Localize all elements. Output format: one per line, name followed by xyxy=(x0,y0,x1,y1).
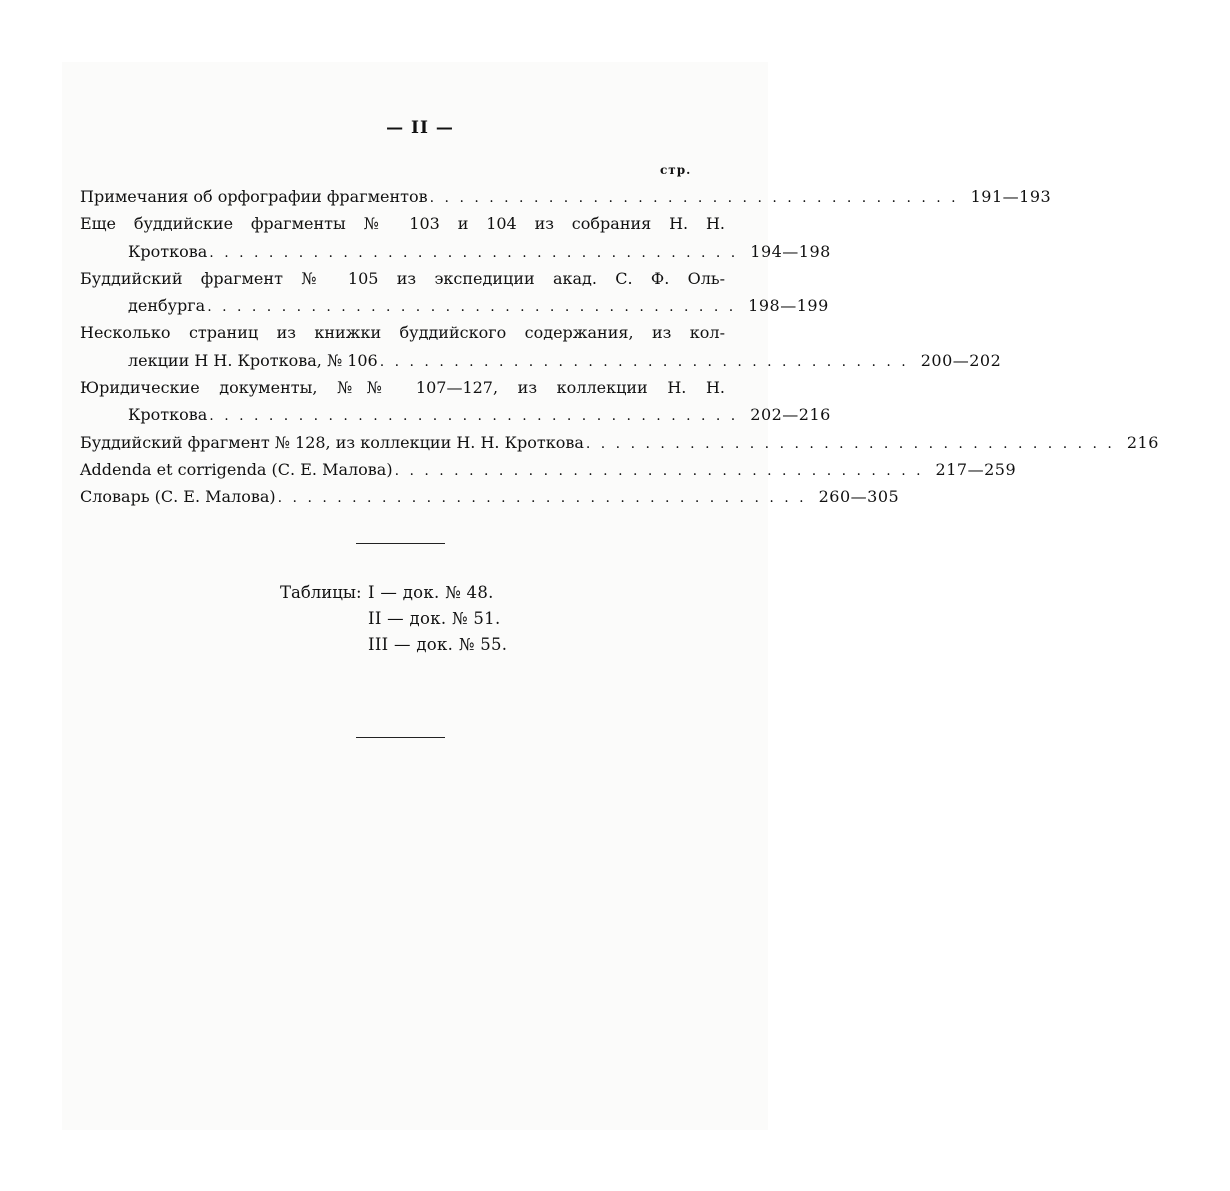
dot-leader: . . . . . . . . . . . . . . . . . . . . . . . . . . . . . . . . . . . . xyxy=(207,299,737,316)
toc-entry-title: Буддийский фрагмент № 128, из коллекции Н. Н. Кроткова xyxy=(80,429,586,456)
toc-entry-pages: 194—198 xyxy=(750,241,831,261)
toc-entry-title-line: Юридические документы, №№ 107—127, из коллекции Н. Н. xyxy=(80,378,725,398)
toc-entry-pages: 260—305 xyxy=(818,487,900,507)
toc-entry xyxy=(80,374,831,429)
toc-entry-title: Addenda et corrigenda (С. Е. Малова) xyxy=(80,456,395,483)
plate-row xyxy=(280,580,580,606)
page-header: — II — xyxy=(386,118,454,138)
toc-entry xyxy=(80,483,900,510)
toc-entry xyxy=(80,456,1017,483)
toc-entry-title: Примечания об орфографии фрагментов xyxy=(80,183,430,210)
pages-column-label: стр. xyxy=(660,163,692,177)
toc-entry-title-line: Несколько страниц из книжки буддийского содержания, из кол- xyxy=(80,323,725,343)
dot-leader: . . . . . . . . . . . . . . . . . . . . . . . . . . . . . . . . . . . . xyxy=(277,490,807,507)
end-divider xyxy=(356,737,445,738)
toc-entry-title: Кроткова xyxy=(128,238,209,265)
plate-row xyxy=(280,606,580,632)
plates-list xyxy=(280,580,580,658)
section-divider xyxy=(356,543,445,544)
plate-row xyxy=(280,632,580,658)
toc-entry-pages: 202—216 xyxy=(750,405,831,425)
table-of-contents xyxy=(80,183,1159,511)
plate-item: II — док. № 51. xyxy=(368,609,501,628)
toc-entry-pages: 217—259 xyxy=(935,459,1017,479)
toc-entry-pages: 191—193 xyxy=(970,187,1052,206)
dot-leader: . . . . . . . . . . . . . . . . . . . . . . . . . . . . . . . . . . . . xyxy=(209,244,739,261)
toc-entry-pages: 198—199 xyxy=(748,296,829,316)
toc-entry-pages: 216 xyxy=(1126,432,1159,452)
toc-entry-title: Кроткова xyxy=(128,401,209,428)
toc-entry xyxy=(80,429,1159,456)
toc-entry-title: Словарь (С. Е. Малова) xyxy=(80,483,278,510)
toc-entry-title-line: Буддийский фрагмент № 105 из экспедиции акад. С. Ф. Оль- xyxy=(80,268,725,288)
dot-leader: . . . . . . . . . . . . . . . . . . . . . . . . . . . . . . . . . . . . xyxy=(585,435,1115,452)
dot-leader: . . . . . . . . . . . . . . . . . . . . . . . . . . . . . . . . . . . . xyxy=(379,353,909,370)
toc-entry-title: денбурга xyxy=(128,292,207,319)
plates-label: Таблицы: xyxy=(280,583,362,602)
dot-leader: . . . . . . . . . . . . . . . . . . . . . . . . . . . . . . . . . . . . xyxy=(394,462,924,479)
toc-entry xyxy=(80,183,1052,210)
toc-entry xyxy=(80,319,1002,374)
toc-entry xyxy=(80,210,831,265)
toc-entry-title-line: Еще буддийские фрагменты № 103 и 104 из собрания Н. Н. xyxy=(80,214,725,234)
plate-item: I — док. № 48. xyxy=(368,583,494,602)
dot-leader: . . . . . . . . . . . . . . . . . . . . . . . . . . . . . . . . . . . . xyxy=(429,190,959,206)
toc-entry-pages: 200—202 xyxy=(920,350,1002,370)
plate-item: III — док. № 55. xyxy=(368,635,508,654)
toc-entry-title: лекции Н Н. Кроткова, № 106 xyxy=(128,347,380,374)
toc-entry xyxy=(80,265,829,320)
dot-leader: . . . . . . . . . . . . . . . . . . . . . . . . . . . . . . . . . . . . xyxy=(209,408,739,425)
